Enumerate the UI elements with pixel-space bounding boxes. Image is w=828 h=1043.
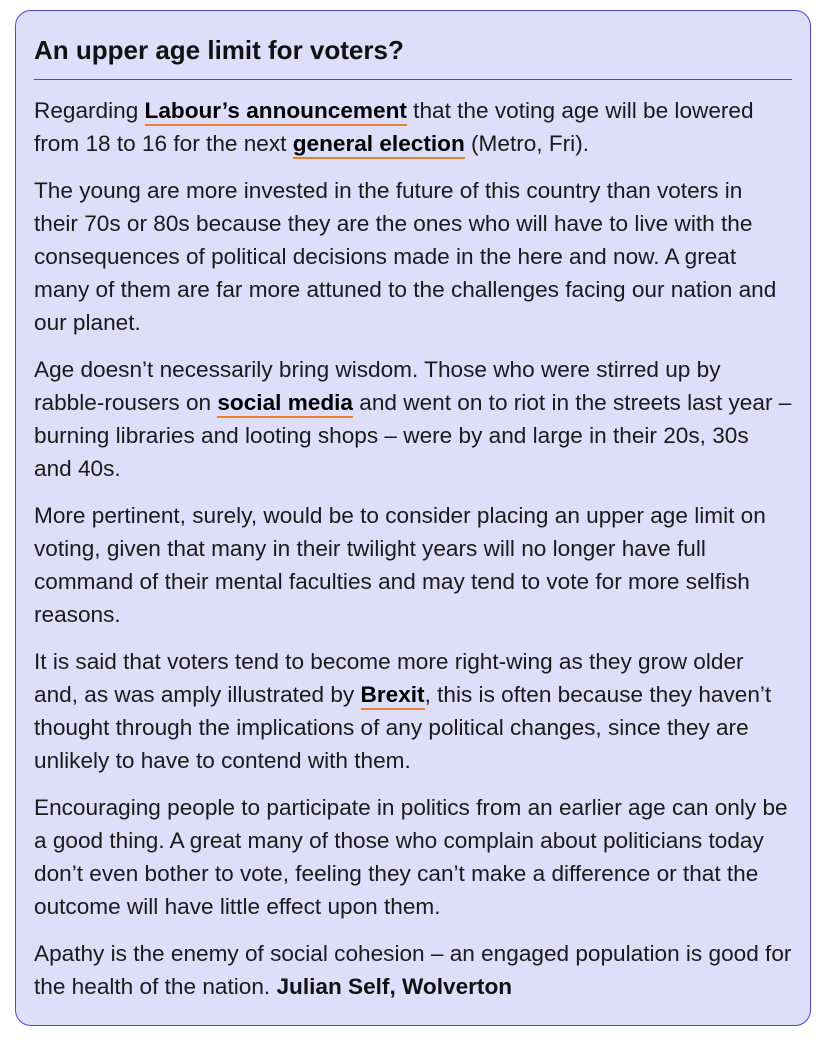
paragraph-4: More pertinent, surely, would be to consider placing an upper age limit on voting, given that many in their twilight years will no longer have full command of their mental faculties and may tend to vote for more selfish reasons. xyxy=(34,503,766,627)
paragraph-7 xyxy=(34,937,792,1003)
paragraph-text: (Metro, Fri). xyxy=(464,131,590,156)
paragraph-text: It is said that voters tend to become more right-wing as they grow older and, as was amply illustrated by xyxy=(34,649,744,707)
paragraph-text: that the voting age will be lowered from 18 to 16 for the next xyxy=(34,98,754,156)
paragraph-1 xyxy=(34,94,792,160)
brexit-link[interactable]: Brexit xyxy=(361,682,425,710)
paragraph-3 xyxy=(34,353,792,485)
letter-body xyxy=(34,94,792,1003)
labours-announcement-link[interactable]: Labour’s announcement xyxy=(145,98,407,126)
paragraph-text: Age doesn’t necessarily bring wisdom. Those who were stirred up by rabble-rousers on xyxy=(34,357,721,415)
letter-card xyxy=(15,10,811,1026)
social-media-link[interactable]: social media xyxy=(217,390,353,418)
paragraph-text: , this is often because they haven’t thought through the implications of any political changes, since they are unlikely to have to contend with them. xyxy=(34,682,772,773)
paragraph-text: Regarding xyxy=(34,98,145,123)
paragraph-text: Apathy is the enemy of social cohesion – an engaged population is good for the health of the nation. xyxy=(34,941,792,999)
letter-signature: Julian Self, Wolverton xyxy=(276,974,513,999)
letter-title: An upper age limit for voters? xyxy=(34,33,792,80)
paragraph-text: and went on to riot in the streets last year – burning libraries and looting shops – were by and large in their 20s, 30s and 40s. xyxy=(34,390,792,481)
paragraph-5 xyxy=(34,645,792,777)
general-election-link[interactable]: general election xyxy=(293,131,465,159)
paragraph-6: Encouraging people to participate in politics from an earlier age can only be a good thing. A great many of those who complain about politicians today don’t even bother to vote, feeling they can’t make a difference or that the outcome will have little effect upon them. xyxy=(34,795,788,919)
paragraph-2: The young are more invested in the future of this country than voters in their 70s or 80s because they are the ones who will have to live with the consequences of political decisions made in the here and now. A great many of them are far more attuned to the challenges facing our nation and our planet. xyxy=(34,178,777,335)
